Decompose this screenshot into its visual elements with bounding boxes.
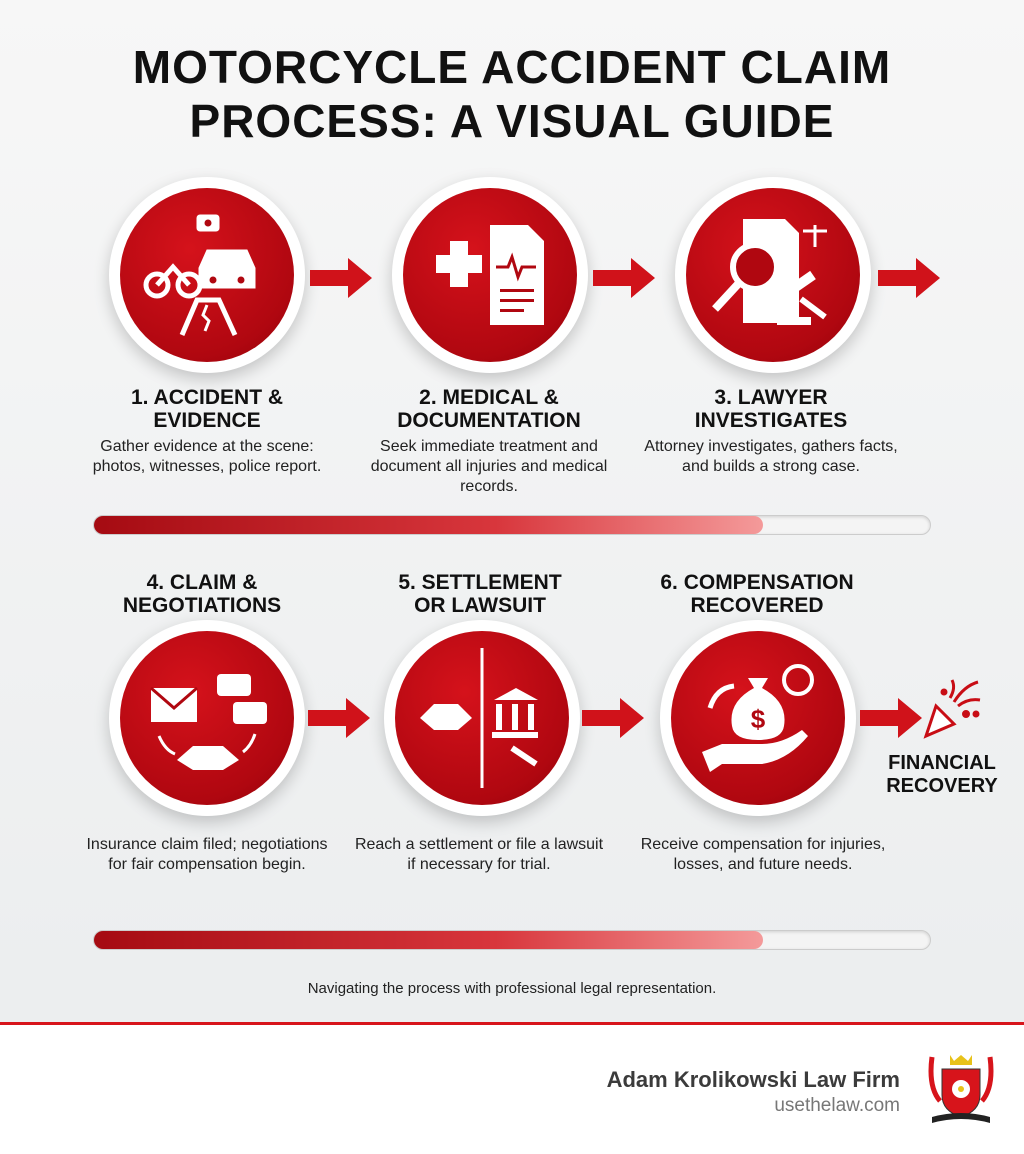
- step-6-title: 6. COMPENSATION RECOVERED: [660, 571, 854, 617]
- firm-name: Adam Krolikowski Law Firm: [606, 1067, 900, 1092]
- firm-url[interactable]: usethelaw.com: [774, 1095, 900, 1116]
- arrow-right-icon: [860, 696, 924, 740]
- arrow-right-icon: [582, 696, 646, 740]
- progress-fill: [94, 931, 763, 949]
- arrow-right-icon: [310, 256, 374, 300]
- step-4-circle: [109, 620, 305, 816]
- progress-fill: [94, 516, 763, 534]
- footnote: Navigating the process with professional legal representation.: [307, 980, 717, 997]
- progress-bar-1: [93, 515, 931, 535]
- step-4-title: 4. CLAIM & NEGOTIATIONS: [122, 571, 282, 617]
- envelope-chat-handshake-icon: [137, 648, 277, 788]
- footer: [0, 1025, 1024, 1154]
- progress-bar-2: [93, 930, 931, 950]
- step-6-circle: [660, 620, 856, 816]
- magnifier-gavel-icon: [703, 205, 843, 345]
- title-line-1: MOTORCYCLE ACCIDENT CLAIM: [132, 41, 892, 93]
- motorcycle-car-crash-icon: [137, 205, 277, 345]
- step-1-circle: [109, 177, 305, 373]
- step-5-title: 5. SETTLEMENT OR LAWSUIT: [398, 571, 562, 617]
- step-2-title: 2. MEDICAL & DOCUMENTATION: [397, 386, 581, 432]
- step-1-title: 1. ACCIDENT & EVIDENCE: [130, 386, 284, 432]
- step-2-circle: [392, 177, 588, 373]
- step-4-description: Insurance claim filed; negotiations for fair compensation begin.: [86, 836, 328, 873]
- arrow-right-icon: [593, 256, 657, 300]
- step-1-description: Gather evidence at the scene: photos, witnesses, police report.: [92, 438, 322, 475]
- financial-recovery-label: FINANCIAL RECOVERY: [886, 752, 998, 797]
- step-5-description: Reach a settlement or file a lawsuit if necessary for trial.: [354, 836, 604, 873]
- step-6-description: Receive compensation for injuries, losses, and future needs.: [640, 836, 886, 873]
- step-3-circle: [675, 177, 871, 373]
- arrow-right-icon: [308, 696, 372, 740]
- money-bag-hand-icon: [688, 648, 828, 788]
- firm-logo-crest-icon: [928, 1051, 994, 1129]
- party-popper-icon: [920, 676, 986, 742]
- step-2-description: Seek immediate treatment and document all injuries and medical records.: [370, 438, 608, 495]
- step-5-circle: [384, 620, 580, 816]
- step-3-description: Attorney investigates, gathers facts, and builds a strong case.: [644, 438, 898, 475]
- handshake-courthouse-icon: [412, 648, 552, 788]
- step-3-title: 3. LAWYER INVESTIGATES: [694, 386, 848, 432]
- title-line-2: PROCESS: A VISUAL GUIDE: [189, 95, 835, 147]
- page-title: [0, 40, 1024, 148]
- svg-text:$: $: [750, 704, 766, 734]
- arrow-right-icon: [878, 256, 942, 300]
- medical-cross-record-icon: [420, 205, 560, 345]
